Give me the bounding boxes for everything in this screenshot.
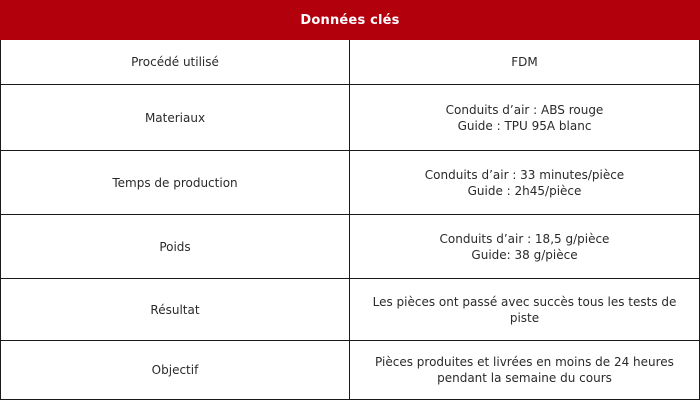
table-row [1, 214, 699, 278]
row-value-line: piste [509, 310, 540, 325]
row-label-cell [1, 341, 350, 399]
row-value-line: Conduits d’air : 33 minutes/pièce [424, 167, 625, 182]
table-header [0, 0, 700, 40]
row-label: Poids [159, 239, 191, 254]
row-label-cell [1, 215, 350, 278]
table-title: Données clés [300, 12, 400, 28]
row-value-cell [350, 151, 699, 214]
row-value-cell [350, 40, 699, 84]
table-body [0, 40, 700, 400]
table-row [1, 40, 699, 84]
row-value-cell [350, 279, 699, 340]
row-value-line: Pièces produites et livrées en moins de 24 heures [375, 355, 674, 369]
table-row [1, 340, 699, 399]
row-value-line: FDM [511, 55, 538, 69]
row-value-cell [350, 215, 699, 278]
row-label: Materiaux [144, 110, 206, 125]
row-label-cell [1, 279, 350, 340]
row-label-cell [1, 151, 350, 214]
row-value-line: pendant la semaine du cours [437, 371, 612, 385]
row-value-line: Les pièces ont passé avec succès tous les tests de [372, 294, 677, 309]
row-label-cell [1, 40, 350, 84]
row-value-cell [350, 85, 699, 150]
row-label: Résultat [150, 302, 200, 317]
row-value-line: Conduits d’air : 18,5 g/pièce [439, 231, 610, 246]
table-row [1, 150, 699, 214]
row-value-line: Guide : TPU 95A blanc [457, 118, 592, 133]
row-label: Procédé utilisé [131, 55, 219, 69]
row-label: Temps de production [112, 175, 238, 190]
row-value-cell [350, 341, 699, 399]
row-value-line: Conduits d’air : ABS rouge [445, 102, 604, 117]
row-value-line: Guide : 2h45/pièce [467, 183, 582, 198]
table-row [1, 278, 699, 340]
row-value-line: Guide: 38 g/pièce [471, 247, 578, 262]
row-label: Objectif [151, 363, 199, 377]
table-row [1, 84, 699, 150]
row-label-cell [1, 85, 350, 150]
